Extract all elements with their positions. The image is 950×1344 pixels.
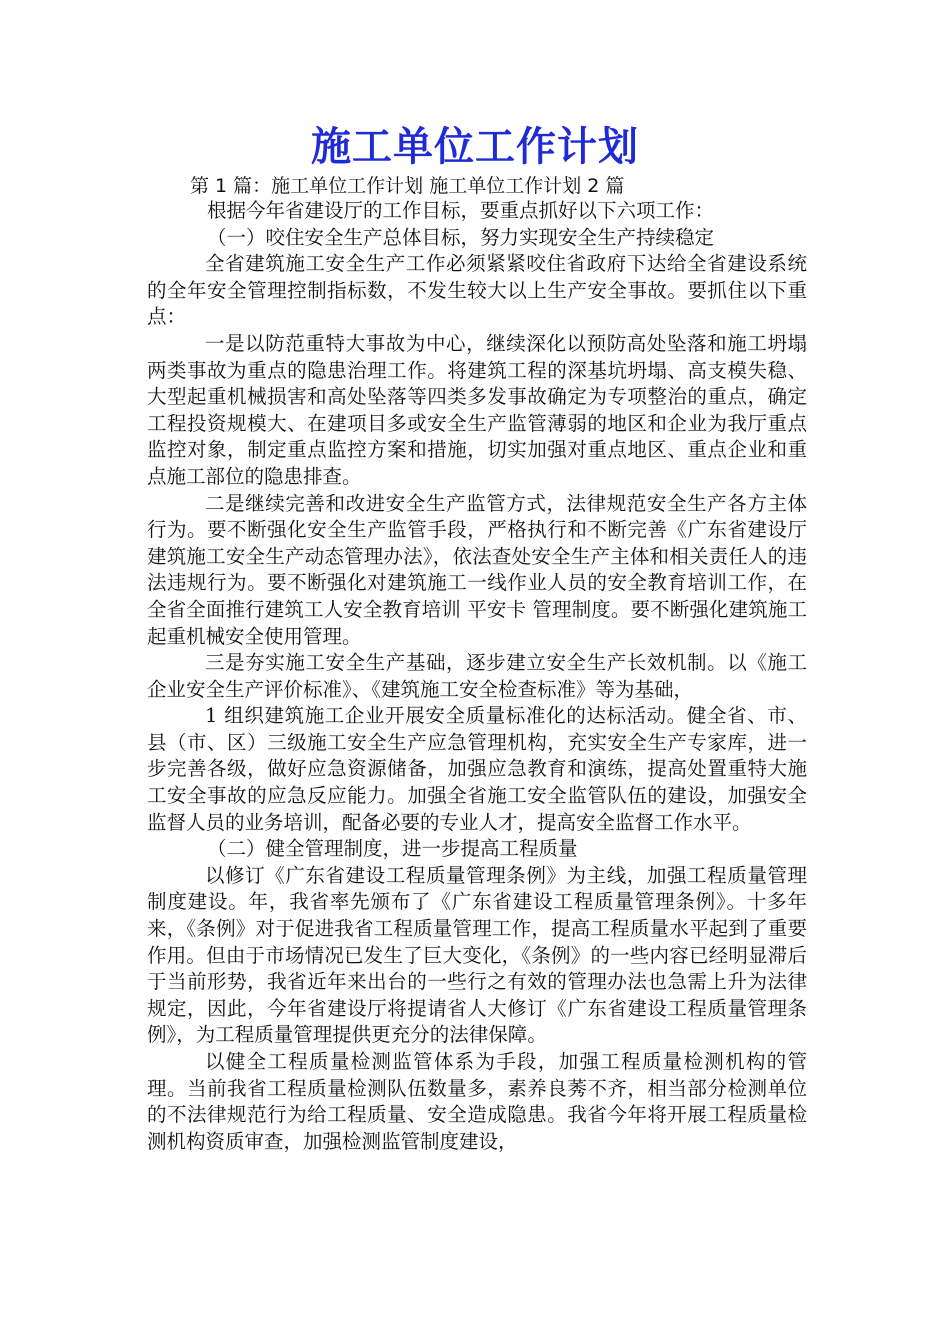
paragraph: 三是夯实施工安全生产基础，逐步建立安全生产长效机制。以《施工企业安全生产评价标准》、《建筑施工安全检查标准》等为基础， [147,651,807,701]
section-heading-2: （二）健全管理制度，进一步提高工程质量 [207,837,578,861]
document-title: 施工单位工作计划 [311,123,639,170]
paragraph: 全省建筑施工安全生产工作必须紧紧咬住省政府下达给全省建设系统的全年安全管理控制指标数，不发生较大以上生产安全事故。要抓住以下重点： [147,252,807,329]
paragraph: 以健全工程质量检测监管体系为手段，加强工程质量检测机构的管理。当前我省工程质量检测队伍数量多，素养良莠不齐，相当部分检测单位的不法律规范行为给工程质量、安全造成隐患。我省今年将开展工程质量检测机构资质审查，加强检测监管制度建设， [147,1050,807,1153]
section-heading-1: （一）咬住安全生产总体目标，努力实现安全生产持续稳定 [207,225,715,249]
paragraph-numbered: 1 组织建筑施工企业开展安全质量标准化的达标活动。健全省、市、县（市、区）三级施工安全生产应急管理机构，充实安全生产专家库，进一步完善各级，做好应急资源储备，加强应急教育和演练，提高处置重特大施工安全事故的应急反应能力。加强全省施工安全监管队伍的建设，加强安全监督人员的业务培训，配备必要的专业人才，提高安全监督工作水平。 [147,704,807,834]
paragraph: 二是继续完善和改进安全生产监管方式，法律规范安全生产各方主体行为。要不断强化安全生产监管手段，严格执行和不断完善《广东省建设厅建筑施工安全生产动态管理办法》，依法查处安全生产主体和相关责任人的违法违规行为。要不断强化对建筑施工一线作业人员的安全教育培训工作，在全省全面推行建筑工人安全教育培训 平安卡 管理制度。要不断强化建筑施工起重机械安全使用管理。 [147,491,807,648]
document-subtitle: 第 1 篇：施工单位工作计划 施工单位工作计划 2 篇 [190,175,625,197]
paragraph: 一是以防范重特大事故为中心，继续深化以预防高处坠落和施工坍塌两类事故为重点的隐患治理工作。将建筑工程的深基坑坍塌、高支模失稳、大型起重机械损害和高处坠落等四类多发事故确定为专项整治的重点，确定工程投资规模大、在建项目多或安全生产监管薄弱的地区和企业为我厅重点监控对象，制定重点监控方案和措施，切实加强对重点地区、重点企业和重点施工部位的隐患排查。 [147,331,807,488]
document-body [147,198,807,1155]
paragraph: 以修订《广东省建设工程质量管理条例》为主线，加强工程质量管理制度建设。年，我省率先颁布了《广东省建设工程质量管理条例》。十多年来，《条例》对于促进我省工程质量管理工作，提高工程质量水平起到了重要作用。但由于市场情况已发生了巨大变化，《条例》的一些内容已经明显滞后于当前形势，我省近年来出台的一些行之有效的管理办法也急需上升为法律规定，因此，今年省建设厅将提请省人大修订《广东省建设工程质量管理条例》，为工程质量管理提供更充分的法律保障。 [147,863,807,1047]
paragraph-intro: 根据今年省建设厅的工作目标，要重点抓好以下六项工作： [207,199,715,222]
